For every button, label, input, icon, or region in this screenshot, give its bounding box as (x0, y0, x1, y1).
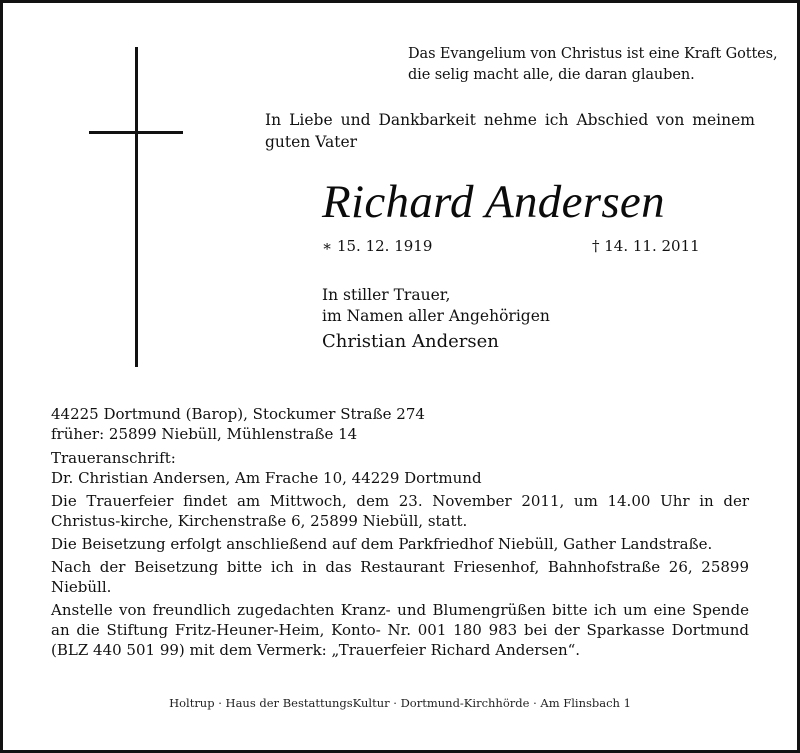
signer-name: Christian Andersen (322, 331, 499, 352)
mail-address: Dr. Christian Andersen, Am Frache 10, 44229 Dortmund (51, 469, 482, 487)
deceased-name: Richard Andersen (322, 176, 665, 228)
burial-info: Die Beisetzung erfolgt anschließend auf dem Parkfriedhof Niebüll, Gather Landstraße. (51, 535, 713, 553)
cross-horizontal-bar (89, 131, 183, 134)
funeral-home-footer: Holtrup · Haus der BestattungsKultur · Dortmund-Kirchhörde · Am Flinsbach 1 (169, 696, 631, 710)
details-block (51, 404, 749, 660)
residence-address: 44225 Dortmund (Barop), Stockumer Straße 274 (51, 405, 425, 423)
cross-vertical-bar (135, 47, 138, 367)
birth-date: ∗ 15. 12. 1919 (322, 237, 433, 255)
mail-address-label: Traueranschrift: (51, 449, 176, 467)
mourning-line-1: In stiller Trauer, (322, 286, 451, 304)
verse-line-2: die selig macht alle, die daran glauben. (408, 67, 695, 83)
former-address: früher: 25899 Niebüll, Mühlenstraße 14 (51, 425, 358, 443)
verse-line-1: Das Evangelium von Christus ist eine Kraft Gottes, (408, 46, 778, 62)
reception-info: Nach der Beisetzung bitte ich in das Restaurant Friesenhof, Bahnhofstraße 26, 25899 Niebüll. (51, 558, 749, 596)
mourning-line-2: im Namen aller Angehörigen (322, 307, 550, 325)
farewell-intro: In Liebe und Dankbarkeit nehme ich Abschied von meinem guten Vater (265, 111, 755, 151)
donation-info: Anstelle von freundlich zugedachten Kranz- und Blumengrüßen bitte ich um eine Spende an die Stiftung Fritz-Heuner-Heim, Konto- Nr. 001 180 983 bei der Sparkasse Dortmund (BLZ 440 501 99) mit dem Vermerk: „Trauerfeier Richard Andersen“. (51, 601, 749, 659)
ceremony-info: Die Trauerfeier findet am Mittwoch, dem 23. November 2011, um 14.00 Uhr in der Christus-kirche, Kirchenstraße 6, 25899 Niebüll, statt. (51, 492, 749, 530)
mourning-text (322, 285, 550, 327)
death-date: † 14. 11. 2011 (592, 237, 700, 255)
bible-verse (408, 44, 778, 86)
